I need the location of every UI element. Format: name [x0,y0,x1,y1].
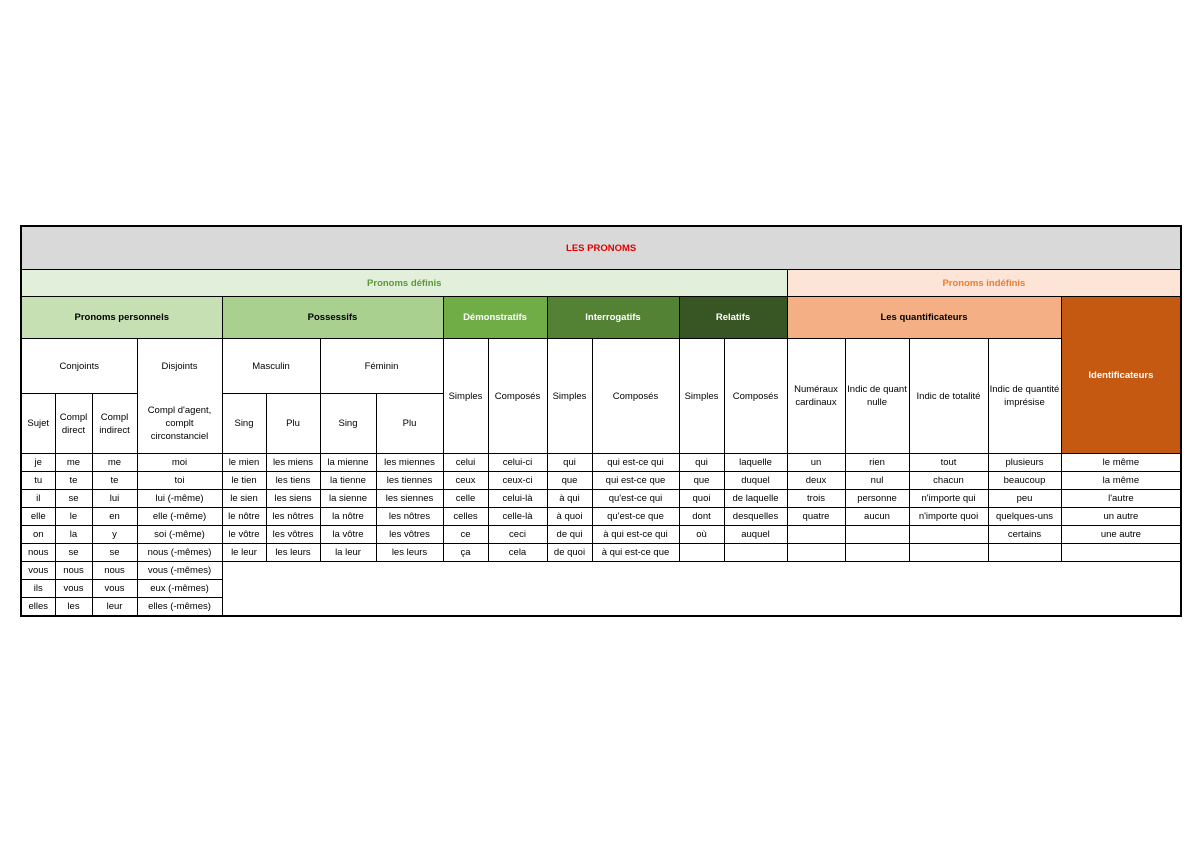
table-cell: personne [845,490,909,508]
table-cell: dont [679,508,724,526]
table-cell: leur [92,598,137,617]
table-cell: à qui est-ce que [592,544,679,562]
table-cell: trois [787,490,845,508]
pronoms-sheet [20,225,1180,617]
table-cell [909,544,988,562]
group-indefinis: Pronoms indéfinis [787,270,1181,297]
table-cell: la nôtre [320,508,376,526]
table-cell: la tienne [320,472,376,490]
cat-quantificateurs: Les quantificateurs [787,297,1061,339]
table-cell: me [55,454,92,472]
table-cell [909,526,988,544]
table-cell: beaucoup [988,472,1061,490]
table-cell: eux (-mêmes) [137,580,222,598]
table-cell: qui est-ce qui [592,454,679,472]
table-cell: n'importe quoi [909,508,988,526]
cat-demonstratifs: Démonstratifs [443,297,547,339]
table-cell: le [55,508,92,526]
table-cell: à qui est-ce qui [592,526,679,544]
table-cell: en [92,508,137,526]
table-cell: lui [92,490,137,508]
table-cell: qui [679,454,724,472]
table-cell [1061,544,1181,562]
quant-nulle: Indic de quant nulle [845,339,909,454]
table-cell: vous [92,580,137,598]
table-cell: tu [21,472,55,490]
table-cell: quatre [787,508,845,526]
table-cell: l'autre [1061,490,1181,508]
table-cell: ce [443,526,488,544]
table-cell: un [787,454,845,472]
table-cell: les [55,598,92,617]
table-cell: celle [443,490,488,508]
cat-possessifs: Possessifs [222,297,443,339]
table-cell: ceux [443,472,488,490]
empty-area [222,562,1181,617]
head-fem-sing: Sing [320,394,376,454]
table-cell: ceci [488,526,547,544]
table-cell: où [679,526,724,544]
table-cell: que [547,472,592,490]
table-cell: le nôtre [222,508,266,526]
table-row [21,562,1181,580]
page-title: LES PRONOMS [21,226,1181,270]
table-row [21,508,1181,526]
table-cell: les tiens [266,472,320,490]
head-compl-direct: Compl direct [55,394,92,454]
table-row [21,526,1181,544]
table-cell: desquelles [724,508,787,526]
rel-simples: Simples [679,339,724,454]
inter-composes: Composés [592,339,679,454]
table-cell: nous [92,562,137,580]
table-cell: rien [845,454,909,472]
quant-numeraux: Numéraux cardinaux [787,339,845,454]
table-cell: de quoi [547,544,592,562]
table-cell: une autre [1061,526,1181,544]
table-cell: plusieurs [988,454,1061,472]
table-row [21,472,1181,490]
table-cell: se [92,544,137,562]
table-cell: y [92,526,137,544]
table-cell: la mienne [320,454,376,472]
cat-interrogatifs: Interrogatifs [547,297,679,339]
table-cell: le sien [222,490,266,508]
table-cell: les vôtres [266,526,320,544]
table-cell: nous (-mêmes) [137,544,222,562]
table-cell: ça [443,544,488,562]
table-cell: les leurs [266,544,320,562]
table-cell: peu [988,490,1061,508]
table-cell: les vôtres [376,526,443,544]
table-cell: la vôtre [320,526,376,544]
head-sujet: Sujet [21,394,55,454]
inter-simples: Simples [547,339,592,454]
table-cell: se [55,544,92,562]
sub-feminin: Féminin [320,339,443,394]
table-cell: de laquelle [724,490,787,508]
table-cell: lui (-même) [137,490,222,508]
table-cell: elle (-même) [137,508,222,526]
table-cell: te [55,472,92,490]
table-cell: celles [443,508,488,526]
sub-masculin: Masculin [222,339,320,394]
table-cell: quelques-uns [988,508,1061,526]
table-cell: celui-ci [488,454,547,472]
table-cell: à qui [547,490,592,508]
sub-disjoints: Disjoints [137,339,222,394]
table-cell: ils [21,580,55,598]
table-cell: vous [55,580,92,598]
table-cell: les miennes [376,454,443,472]
table-cell [845,526,909,544]
table-cell: les leurs [376,544,443,562]
table-cell: le leur [222,544,266,562]
table-cell: qu'est-ce qui [592,490,679,508]
cat-identificateurs: Identificateurs [1061,297,1181,454]
quant-imprecise: Indic de quantité imprésise [988,339,1061,454]
table-cell: aucun [845,508,909,526]
table-cell: se [55,490,92,508]
table-cell: elles [21,598,55,617]
table-cell: de qui [547,526,592,544]
table-cell: un autre [1061,508,1181,526]
table-cell: les siennes [376,490,443,508]
demo-simples: Simples [443,339,488,454]
table-cell: te [92,472,137,490]
quant-totalite: Indic de totalité [909,339,988,454]
table-cell: les nôtres [376,508,443,526]
table-cell: deux [787,472,845,490]
table-cell: quoi [679,490,724,508]
table-cell: la sienne [320,490,376,508]
table-cell [988,544,1061,562]
table-cell: chacun [909,472,988,490]
table-cell [787,526,845,544]
table-row [21,544,1181,562]
group-definis: Pronoms définis [21,270,787,297]
table-cell: duquel [724,472,787,490]
table-cell: vous (-mêmes) [137,562,222,580]
table-cell: qui est-ce que [592,472,679,490]
cat-personnels: Pronoms personnels [21,297,222,339]
table-cell: à quoi [547,508,592,526]
table-cell: tout [909,454,988,472]
table-cell: le tien [222,472,266,490]
head-masc-sing: Sing [222,394,266,454]
table-cell: on [21,526,55,544]
table-cell [787,544,845,562]
head-masc-plu: Plu [266,394,320,454]
table-cell [845,544,909,562]
table-cell: le même [1061,454,1181,472]
table-cell: elles (-mêmes) [137,598,222,617]
table-cell: nul [845,472,909,490]
head-compl-agent: Compl d'agent, complt circonstanciel [137,394,222,454]
table-cell: la même [1061,472,1181,490]
table-cell: nous [21,544,55,562]
head-compl-indirect: Compl indirect [92,394,137,454]
table-cell: les nôtres [266,508,320,526]
demo-composes: Composés [488,339,547,454]
table-cell: celui-là [488,490,547,508]
table-cell [724,544,787,562]
table-cell: ceux-ci [488,472,547,490]
table-cell: celle-là [488,508,547,526]
table-cell: laquelle [724,454,787,472]
table-cell: qui [547,454,592,472]
cat-relatifs: Relatifs [679,297,787,339]
table-row [21,490,1181,508]
table-cell: que [679,472,724,490]
table-cell: il [21,490,55,508]
table-cell: moi [137,454,222,472]
table-cell: auquel [724,526,787,544]
table-cell: celui [443,454,488,472]
head-fem-plu: Plu [376,394,443,454]
table-cell: vous [21,562,55,580]
table-row [21,454,1181,472]
table-cell: nous [55,562,92,580]
table-cell: les miens [266,454,320,472]
table-cell [679,544,724,562]
table-cell: la [55,526,92,544]
table-cell: qu'est-ce que [592,508,679,526]
table-cell: le vôtre [222,526,266,544]
table-cell: toi [137,472,222,490]
table-cell: certains [988,526,1061,544]
rel-composes: Composés [724,339,787,454]
table-cell: elle [21,508,55,526]
pronoms-table [20,225,1182,617]
table-cell: la leur [320,544,376,562]
pronoms-body [21,454,1181,617]
table-cell: le mien [222,454,266,472]
table-cell: soi (-même) [137,526,222,544]
table-cell: les siens [266,490,320,508]
table-cell: les tiennes [376,472,443,490]
table-cell: me [92,454,137,472]
sub-conjoints: Conjoints [21,339,137,394]
table-cell: je [21,454,55,472]
table-cell: cela [488,544,547,562]
table-cell: n'importe qui [909,490,988,508]
